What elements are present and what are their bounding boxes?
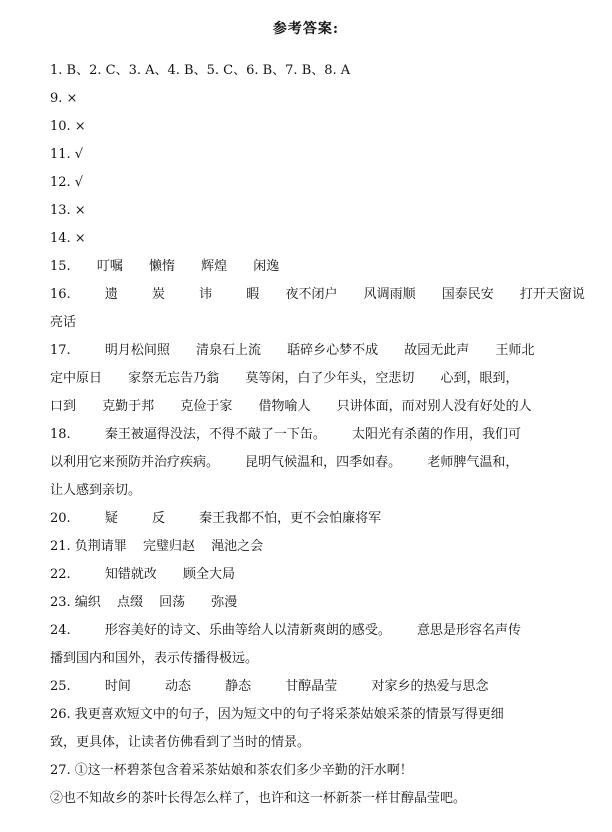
answer-10: 10. × [50,119,86,134]
answer-sentence: 秦王我都不怕，更不会怕廉将军 [199,511,382,526]
answer-word: 炭 [151,287,165,302]
answer-phrase: 家祭无忘告乃翁 [128,371,220,386]
answer-word: 懒惰 [148,259,175,274]
answer-20 [50,510,570,528]
answer-word: 疑 [104,511,118,526]
answer-word: 顾全大局 [182,567,235,582]
answer-word: 打开天窗说 [519,287,585,302]
answer-sentence: 形容美好的诗文、乐曲等给人以清新爽朗的感受。 [104,623,391,638]
answer-17 [50,342,570,360]
answer-phrase: 定中原日 [50,371,103,386]
answer-word: 甘醇晶莹 [285,679,338,694]
answer-9: 9. × [50,91,78,106]
answer-word: 暇 [246,287,260,302]
answer-17-cont-2 [50,398,570,416]
answer-word: 反 [151,511,165,526]
answer-number: 25. [50,679,71,694]
answer-16 [50,286,585,304]
answer-24 [50,622,570,640]
answer-1-8: 1. B、2. C、3. A、4. B、5. C、6. B、7. B、8. A [50,63,351,78]
answer-phrase: 故园无此声 [404,343,470,358]
answer-25 [50,678,570,696]
answer-word: 叮嘱 [96,259,123,274]
answer-word: 风调雨顺 [363,287,416,302]
answer-sentence: 以利用它来预防并治疗疾病。 [50,455,220,470]
answer-word: 讳 [199,287,213,302]
answer-12: 12. √ [50,175,84,190]
answer-phrase: 心到，眼到， [440,371,519,386]
answer-21 [50,538,570,556]
answer-24-cont: 播到国内和国外，表示传播得极远。 [50,651,259,666]
answer-18-cont-2: 让人感到亲切。 [50,483,142,498]
answer-word: 对家乡的热爱与思念 [371,679,489,694]
answer-word: 点缀 [116,595,143,610]
answer-phrase: 莫等闲，白了少年头，空悲切 [245,371,415,386]
answer-13: 13. × [50,203,86,218]
answer-phrase: 克勤于邦 [102,399,155,414]
answer-27-2: ②也不知故乡的茶叶长得怎么样了，也许和这一杯新茶一样甘醇晶莹吧。 [50,791,467,806]
answer-number: 17. [50,343,71,358]
answer-word: 夜不闭户 [285,287,338,302]
answer-number: 24. [50,623,71,638]
answer-26: 26. 我更喜欢短文中的句子，因为短文中的句子将采茶姑娘采茶的情景写得更细 [50,707,504,722]
answer-word: 弥漫 [211,595,238,610]
answer-sentence: 老师脾气温和， [427,455,519,470]
answer-23 [50,594,570,612]
answer-phrase: 聒碎乡心梦不成 [287,343,379,358]
answer-phrase: 克俭于家 [180,399,233,414]
answer-number: 15. [50,259,71,274]
answer-word: 辉煌 [201,259,228,274]
answer-11: 11. √ [50,147,84,162]
answer-18 [50,426,570,444]
answer-number: 18. [50,427,71,442]
answer-sentence: 意思是形容名声传 [416,623,521,638]
answer-22 [50,566,570,584]
answer-word: 闲逸 [253,259,280,274]
answer-phrase: 明月松间照 [104,343,170,358]
answer-phrase: 借物喻人 [258,399,311,414]
answer-word: 动态 [164,679,191,694]
answer-phrase: 清泉石上流 [195,343,261,358]
answer-word: 知错就改 [104,567,157,582]
answer-15 [50,258,570,276]
page-title: 参考答案: [272,21,340,37]
answer-14: 14. × [50,231,86,246]
answer-word: 21. 负荆请罪 [50,539,127,554]
answer-word: 完璧归赵 [142,539,195,554]
answer-sentence: 昆明气候温和，四季如春。 [245,455,402,470]
answer-26-cont: 致，更具体，让读者仿佛看到了当时的情景。 [50,735,311,750]
answer-word: 国泰民安 [441,287,494,302]
answer-word: 23. 编织 [50,595,101,610]
answer-phrase: 口到 [50,399,77,414]
answer-sentence: 秦王被逼得没法，不得不敲了一下缶。 [104,427,326,442]
answer-word: 时间 [104,679,131,694]
answer-17-cont-1 [50,370,570,388]
answer-word: 遗 [104,287,118,302]
answer-phrase: 只讲体面，而对别人没有好处的人 [336,399,532,414]
answer-word: 回荡 [159,595,186,610]
answer-16-cont: 亮话 [50,315,77,330]
answer-word: 渑池之会 [211,539,264,554]
answer-sentence: 太阳光有杀菌的作用，我们可 [351,427,521,442]
answer-27-1: 27. ①这一杯碧茶包含着采茶姑娘和茶农们多少辛勤的汗水啊！ [50,763,413,778]
answer-number: 16. [50,287,71,302]
answer-number: 22. [50,567,71,582]
answer-18-cont-1 [50,454,570,472]
answer-word: 静态 [225,679,252,694]
answer-phrase: 王师北 [495,343,535,358]
answer-number: 20. [50,511,71,526]
